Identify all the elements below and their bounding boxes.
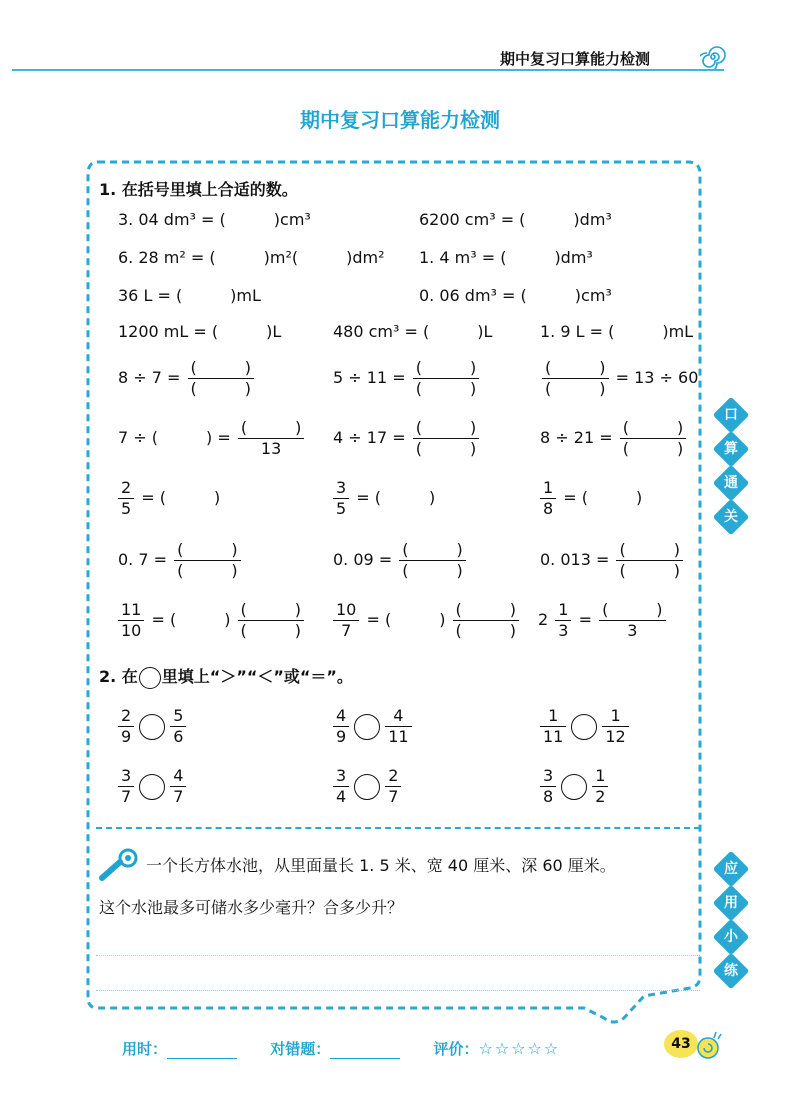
frac-q-11-10 — [116, 600, 306, 641]
denominator: 7 — [173, 787, 184, 806]
expr: = ( ) — [366, 610, 446, 629]
numerator: ( ) — [177, 540, 238, 559]
numerator: ( ) — [415, 358, 477, 377]
numerator: 4 — [393, 706, 404, 725]
fraction — [333, 706, 349, 747]
correct-input[interactable] — [330, 1044, 400, 1059]
fraction — [413, 418, 480, 459]
q-1-4: 1. 4 m³ = ( )dm³ — [419, 248, 593, 267]
side-tab-char: 算 — [724, 441, 738, 457]
frac-q-2-1-3: 2 $\frac{1}{3}$ = $\frac{( )}{3}$ — [538, 600, 668, 641]
numerator: 1 — [558, 600, 569, 619]
fraction — [333, 478, 349, 519]
expr: 0. 7 = — [118, 550, 168, 569]
q-480: 480 cm³ = ( )L — [333, 322, 493, 341]
header-divider — [12, 69, 724, 71]
numerator: 3 — [336, 766, 347, 785]
numerator: 10 — [336, 600, 357, 619]
section1-title: 1. 在括号里填上合适的数。 — [99, 180, 298, 199]
section2-title-post: 里填上“＞”“＜”或“＝”。 — [161, 667, 353, 686]
denominator: ( ) — [415, 439, 477, 458]
answer-circle[interactable] — [139, 714, 165, 740]
numerator: 3 — [336, 478, 347, 497]
side-tab-char: 用 — [724, 895, 738, 911]
side-tab-char: 关 — [724, 509, 738, 525]
denominator: 11 — [388, 727, 409, 746]
numerator: 5 — [173, 706, 184, 725]
compare-1-11-1-12 — [538, 706, 631, 747]
fraction — [385, 706, 411, 747]
frac-q-10-7 — [331, 600, 521, 641]
fraction — [238, 600, 305, 641]
denominator: 3 — [627, 621, 638, 640]
denominator: ( ) — [415, 379, 477, 398]
whole: 2 — [538, 610, 549, 629]
numerator: 2 — [121, 706, 132, 725]
denominator: 9 — [336, 727, 347, 746]
denominator: 5 — [336, 499, 347, 518]
numerator: ( ) — [619, 540, 680, 559]
numerator: 2 — [388, 766, 399, 785]
denominator: 3 — [558, 621, 569, 640]
denominator: ( ) — [240, 621, 302, 640]
circle-icon — [139, 667, 161, 689]
expr: = ( ) — [356, 488, 436, 507]
denominator: 10 — [121, 621, 142, 640]
numerator: 3 — [543, 766, 554, 785]
numerator: 4 — [173, 766, 184, 785]
wrench-icon — [98, 848, 142, 882]
numerator: ( ) — [190, 358, 252, 377]
denominator: 11 — [543, 727, 564, 746]
numerator: ( ) — [622, 418, 684, 437]
denominator: 5 — [121, 499, 132, 518]
numerator: 1 — [610, 706, 621, 725]
frac-q-0-09 — [333, 540, 468, 581]
denominator: 2 — [595, 787, 606, 806]
numerator: ( ) — [602, 600, 663, 619]
fraction — [174, 540, 241, 581]
denominator: 8 — [543, 499, 554, 518]
rating-stars[interactable]: ☆☆☆☆☆ — [478, 1039, 561, 1058]
frac-q-2-5 — [116, 478, 220, 519]
snail-icon — [694, 1030, 722, 1060]
denominator: 7 — [341, 621, 352, 640]
answer-circle[interactable] — [571, 714, 597, 740]
spiral-icon — [700, 44, 726, 70]
numerator: ( ) — [240, 418, 302, 437]
numerator: ( ) — [455, 600, 517, 619]
frac-q-1-8 — [538, 478, 642, 519]
expr: 8 ÷ 21 = — [540, 428, 613, 447]
numerator: ( ) — [402, 540, 463, 559]
numerator: 3 — [121, 766, 132, 785]
denominator: 7 — [388, 787, 399, 806]
answer-circle[interactable] — [354, 774, 380, 800]
q-1200: 1200 mL = ( )L — [118, 322, 282, 341]
denominator: ( ) — [545, 379, 606, 398]
frac-q-8-div-7 — [118, 358, 256, 399]
denominator: ( ) — [619, 561, 680, 580]
answer-circle[interactable] — [561, 774, 587, 800]
section-divider — [96, 827, 700, 829]
page-number: 43 — [664, 1030, 698, 1058]
expr: 5 ÷ 11 = — [333, 368, 406, 387]
denominator: ( ) — [177, 561, 238, 580]
fraction — [118, 478, 134, 519]
rating-label: 评价： — [433, 1040, 479, 1058]
denominator: 4 — [336, 787, 347, 806]
denominator: 9 — [121, 727, 132, 746]
correct-label: 对错题： — [270, 1040, 331, 1058]
denominator: ( ) — [190, 379, 252, 398]
expr: 0. 09 = — [333, 550, 393, 569]
numerator: ( ) — [240, 600, 302, 619]
answer-line-1[interactable] — [96, 955, 700, 956]
expr: 7 ÷ ( ) = — [118, 428, 231, 447]
header-title: 期中复习口算能力检测 — [500, 50, 651, 68]
compare-4-9-4-11 — [331, 706, 414, 747]
side-tab-char: 小 — [724, 929, 738, 945]
fraction — [399, 540, 466, 581]
q-3-04: 3. 04 dm³ = ( )cm³ — [118, 210, 311, 229]
fraction — [620, 418, 687, 459]
footer — [122, 1038, 560, 1059]
fraction — [592, 766, 608, 807]
compare-2-9-5-6 — [116, 706, 188, 747]
denominator: 12 — [605, 727, 626, 746]
expr: 4 ÷ 17 = — [333, 428, 406, 447]
fraction — [616, 540, 683, 581]
expr: = 13 ÷ 60 — [615, 368, 699, 387]
fraction — [602, 706, 628, 747]
fraction — [453, 600, 520, 641]
expr: = ( ) — [563, 488, 643, 507]
numerator: 1 — [543, 478, 554, 497]
application-line1: 一个长方体水池，从里面量长 1. 5 米、宽 40 厘米、深 60 厘米。 — [146, 856, 616, 875]
fraction — [555, 600, 571, 641]
fraction — [333, 600, 359, 641]
fraction — [188, 358, 255, 399]
denominator: ( ) — [402, 561, 463, 580]
fraction — [540, 478, 556, 519]
numerator: 1 — [595, 766, 606, 785]
section2-title — [99, 664, 353, 689]
frac-q-4-div-17 — [333, 418, 481, 459]
answer-circle[interactable] — [139, 774, 165, 800]
time-label: 用时： — [122, 1040, 168, 1058]
numerator: 4 — [336, 706, 347, 725]
answer-line-2[interactable] — [96, 990, 700, 991]
fraction — [118, 706, 134, 747]
denominator: 8 — [543, 787, 554, 806]
page-title: 期中复习口算能力检测 — [300, 108, 500, 132]
numerator: 2 — [121, 478, 132, 497]
fraction — [170, 706, 186, 747]
q-6200: 6200 cm³ = ( )dm³ — [419, 210, 612, 229]
fraction — [118, 766, 134, 807]
q-1-9: 1. 9 L = ( )mL — [540, 322, 694, 341]
answer-circle[interactable] — [354, 714, 380, 740]
fraction — [413, 358, 480, 399]
fraction — [238, 418, 305, 459]
fraction — [599, 600, 666, 641]
q-6-28: 6. 28 m² = ( )m²( )dm² — [118, 248, 385, 267]
expr: 0. 013 = — [540, 550, 610, 569]
q-36: 36 L = ( )mL — [118, 286, 261, 305]
numerator: ( ) — [545, 358, 606, 377]
numerator: 1 — [548, 706, 559, 725]
expr: = ( ) — [141, 488, 221, 507]
denominator: ( ) — [455, 621, 517, 640]
application-line2: 这个水池最多可储水多少毫升？合多少升？ — [99, 898, 404, 917]
side-tab-char: 口 — [724, 407, 738, 423]
fraction — [385, 766, 401, 807]
frac-q-7-div — [118, 418, 306, 459]
denominator: 7 — [121, 787, 132, 806]
frac-q-5-div-11 — [333, 358, 481, 399]
denominator: 13 — [260, 439, 282, 458]
frac-q-0-013 — [540, 540, 685, 581]
numerator: 11 — [121, 600, 142, 619]
fraction — [118, 600, 144, 641]
side-tab-char: 通 — [724, 475, 738, 491]
expr: = ( ) — [151, 610, 231, 629]
section2-title-pre: 2. 在 — [99, 667, 138, 686]
frac-q-13-div-60 — [540, 358, 698, 399]
compare-3-8-1-2 — [538, 766, 610, 807]
compare-3-7-4-7 — [116, 766, 188, 807]
side-tab-char: 应 — [724, 861, 738, 877]
q-0-06: 0. 06 dm³ = ( )cm³ — [419, 286, 612, 305]
expr: 8 ÷ 7 = — [118, 368, 181, 387]
denominator: ( ) — [622, 439, 684, 458]
fraction — [333, 766, 349, 807]
side-tab-char: 练 — [724, 963, 738, 979]
time-input[interactable] — [167, 1044, 237, 1059]
compare-3-4-2-7 — [331, 766, 403, 807]
fraction — [542, 358, 609, 399]
frac-q-0-7 — [118, 540, 243, 581]
frac-q-8-div-21 — [540, 418, 688, 459]
fraction — [540, 766, 556, 807]
numerator: ( ) — [415, 418, 477, 437]
frac-q-3-5 — [331, 478, 435, 519]
fraction — [170, 766, 186, 807]
fraction — [540, 706, 566, 747]
denominator: 6 — [173, 727, 184, 746]
